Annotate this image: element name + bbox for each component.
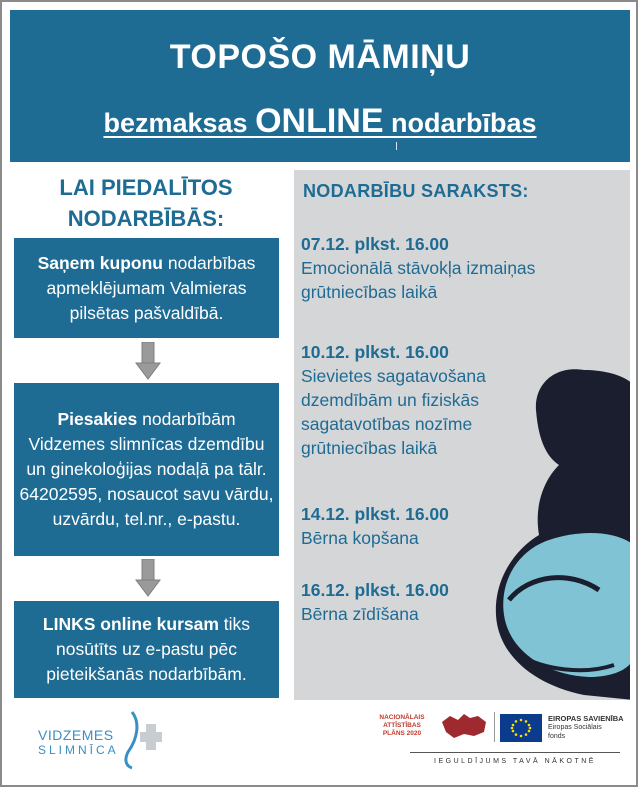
- eu-sub-label1: Eiropas Sociālais: [548, 724, 602, 731]
- event-date: 10.12. plkst. 16.00: [301, 342, 449, 362]
- event-name: Emocionālā stāvokļa izmaiņas grūtniecības laikā: [301, 258, 536, 302]
- eu-flag-icon: [500, 714, 542, 742]
- schedule-panel: [294, 170, 630, 700]
- step-get-coupon: [14, 238, 279, 338]
- schedule-event: [301, 502, 591, 550]
- event-date: 16.12. plkst. 16.00: [301, 580, 449, 600]
- down-arrow-icon: [135, 342, 161, 380]
- nap-line2: ATTĪSTĪBAS: [383, 722, 421, 729]
- event-name: Bērna zīdīšana: [301, 604, 419, 624]
- event-name: Sievietes sagatavošana dzemdībām un fiziskās sagatavotības nozīme grūtniecības laikā: [301, 366, 486, 458]
- schedule-event: [301, 578, 591, 626]
- vidzemes-slimnica-logo: [38, 710, 168, 772]
- investment-slogan: IEGULDĪJUMS TAVĀ NĀKOTNĒ: [434, 758, 596, 765]
- nap-line1: NACIONĀLAIS: [379, 714, 425, 721]
- schedule-title: NODARBĪBU SARAKSTS:: [303, 181, 529, 201]
- event-date: 14.12. plkst. 16.00: [301, 504, 449, 524]
- subtitle-pre: bezmaksas: [103, 108, 256, 138]
- step-text: [18, 251, 275, 326]
- eu-fund-text: [548, 714, 624, 741]
- eu-main-label: EIROPAS SAVIENĪBA: [548, 714, 624, 723]
- page-subtitle: [10, 102, 630, 141]
- down-arrow-icon: [135, 559, 161, 597]
- step-desc: nodarbības apmeklējumam Valmieras pilsētas pašvaldībā.: [46, 252, 256, 323]
- invest-divider: [410, 752, 620, 753]
- subtitle-online: ONLINE: [255, 102, 384, 140]
- header-tick-mark: [396, 142, 397, 150]
- schedule-event: [301, 340, 591, 460]
- step-register: [14, 383, 279, 556]
- participation-heading-line1: LAI PIEDALĪTOS: [59, 175, 233, 200]
- vs-logo-line1: VIDZEMES: [38, 727, 114, 743]
- participation-heading-line2: NODARBĪBĀS:: [67, 206, 225, 231]
- nap-line3: PLĀNS 2020: [382, 730, 422, 737]
- logo-separator: [494, 712, 495, 742]
- step-receive-link: [14, 601, 279, 698]
- step-text: [18, 407, 275, 532]
- schedule-event: [301, 232, 591, 304]
- medical-cross-icon: [118, 710, 164, 770]
- page-title: TOPOŠO MĀMIŅU: [169, 38, 471, 76]
- vs-logo-line2: SLIMNĪCA: [38, 743, 119, 757]
- step-bold: LINKS online kursam: [42, 614, 219, 634]
- step-bold: Saņem kuponu: [37, 252, 163, 273]
- header-banner: [10, 10, 630, 162]
- event-date: 07.12. plkst. 16.00: [301, 234, 449, 254]
- step-text: [18, 612, 275, 687]
- latvia-map-icon: [440, 710, 490, 740]
- event-name: Bērna kopšana: [301, 528, 419, 548]
- vs-logo-text: [38, 728, 119, 758]
- subtitle-post: nodarbības: [383, 108, 537, 138]
- step-bold: Piesakies: [57, 409, 138, 429]
- step-desc: nodarbībām Vidzemes slimnīcas dzemdību un ginekoloģijas nodaļā pa tālr. 64202595, nosaucot savu vārdu, uzvārdu, tel.nr., e-pastu.: [19, 409, 274, 529]
- step-desc: tiks nosūtīts uz e-pastu pēc pieteikšanās nodarbībām.: [46, 614, 251, 684]
- eu-sub-label2: fonds: [548, 733, 566, 740]
- nap2020-logo: [367, 714, 437, 738]
- participation-heading: [10, 172, 282, 234]
